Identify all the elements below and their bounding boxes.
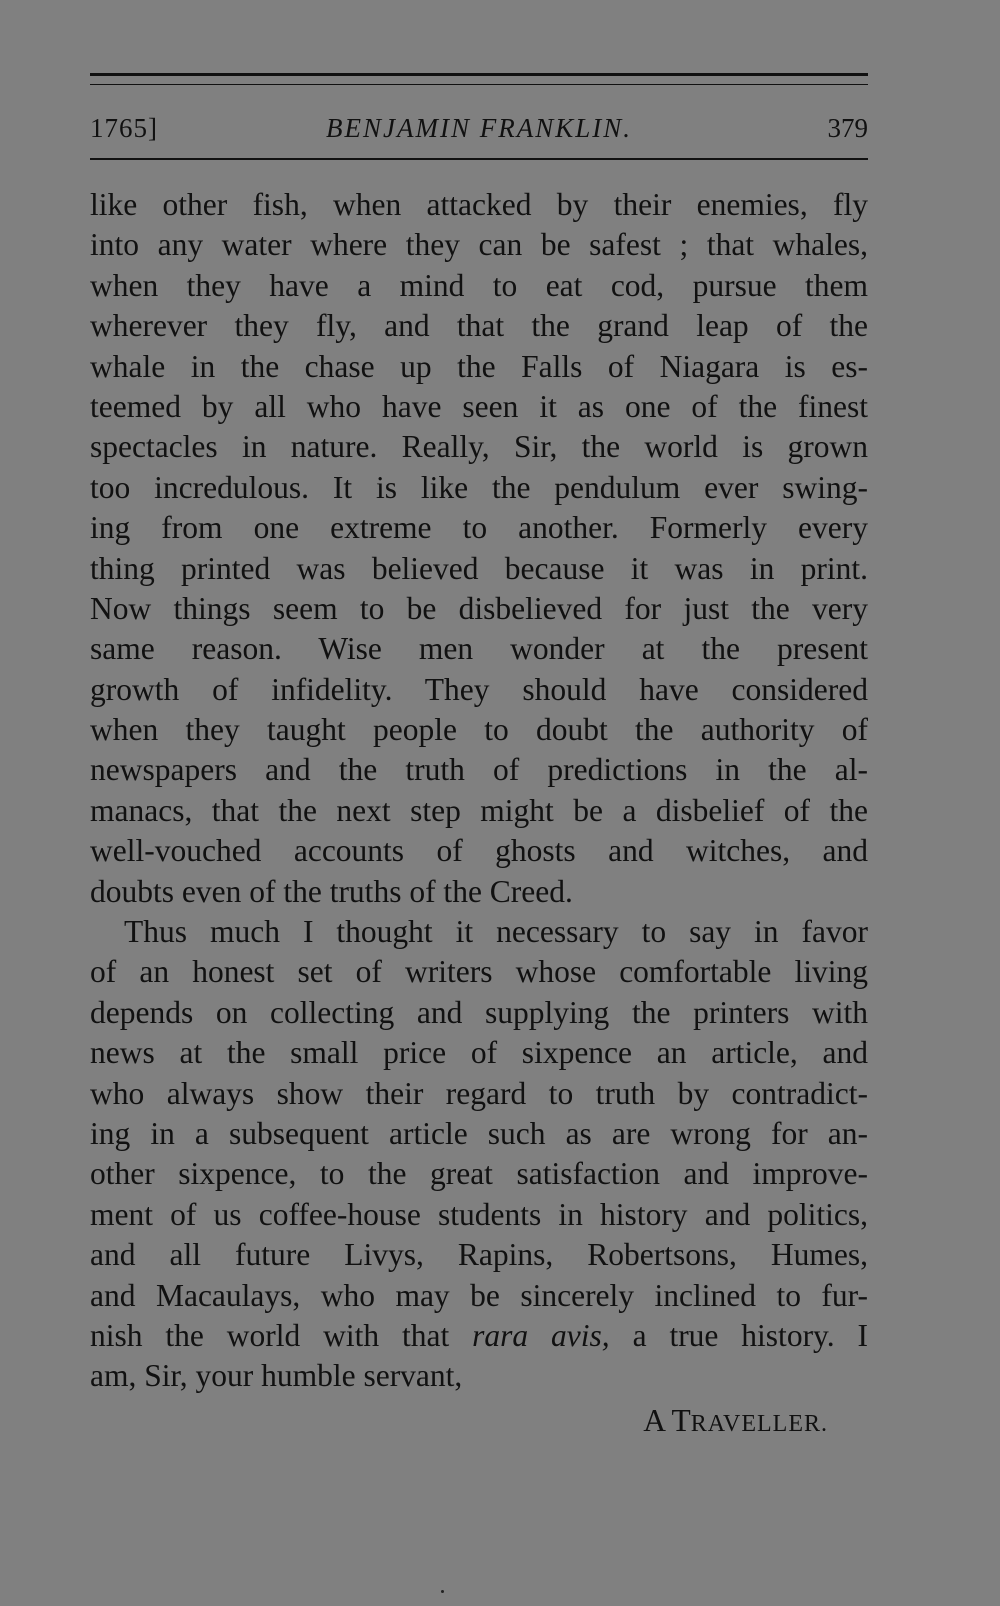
text-line: who always show their regard to truth by contradict- bbox=[90, 1075, 868, 1111]
paragraph-end-line: doubts even of the truths of the Creed. bbox=[90, 873, 573, 909]
text-line: ing from one extreme to another. Formerly every bbox=[90, 510, 868, 546]
text-line: when they taught people to doubt the authority of bbox=[90, 712, 868, 748]
header-rule bbox=[90, 158, 868, 160]
text-line: news at the small price of sixpence an article, and bbox=[90, 1035, 868, 1071]
text-line: spectacles in nature. Really, Sir, the world is grown bbox=[90, 429, 868, 465]
text-segment: nish the world with that bbox=[90, 1317, 450, 1353]
text-line: of an honest set of writers whose comfortable living bbox=[90, 954, 868, 990]
text-line: depends on collecting and supplying the printers with bbox=[90, 994, 868, 1030]
running-head-year: 1765] bbox=[90, 113, 158, 143]
text-line: well-vouched accounts of ghosts and witches, and bbox=[90, 833, 868, 869]
signature bbox=[90, 1401, 868, 1441]
text-line: manacs, that the next step might be a disbelief of the bbox=[90, 792, 868, 828]
text-line: and all future Livys, Rapins, Robertsons, Humes, bbox=[90, 1237, 868, 1273]
running-head bbox=[90, 108, 868, 148]
text-line: teemed by all who have seen it as one of the finest bbox=[90, 388, 868, 424]
text-line-with-italic bbox=[90, 1316, 868, 1356]
running-head-title: BENJAMIN FRANKLIN. bbox=[326, 113, 632, 143]
text-line: ing in a subsequent article such as are wrong for an- bbox=[90, 1115, 868, 1151]
top-rule-thin bbox=[90, 84, 868, 85]
page-speck bbox=[441, 1590, 444, 1593]
page-number: 379 bbox=[827, 113, 868, 143]
text-line: other sixpence, to the great satisfaction and improve- bbox=[90, 1156, 868, 1192]
signature-small-caps: RAVELLER. bbox=[690, 1410, 828, 1437]
text-line: too incredulous. It is like the pendulum ever swing- bbox=[90, 469, 868, 505]
text-line: newspapers and the truth of predictions in the al- bbox=[90, 752, 868, 788]
text-line: and Macaulays, who may be sincerely inclined to fur- bbox=[90, 1277, 868, 1313]
text-line: growth of infidelity. They should have considered bbox=[90, 671, 868, 707]
top-rule-thick bbox=[90, 73, 868, 76]
text-line: same reason. Wise men wonder at the present bbox=[90, 631, 868, 667]
text-line: wherever they fly, and that the grand leap of the bbox=[90, 308, 868, 344]
text-line: when they have a mind to eat cod, pursue them bbox=[90, 267, 868, 303]
closing-line: am, Sir, your humble servant, bbox=[90, 1358, 463, 1394]
text-line: like other fish, when attacked by their enemies, fly bbox=[90, 187, 868, 222]
text-line: Now things seem to be disbelieved for just the very bbox=[90, 590, 868, 626]
text-line: into any water where they can be safest ; that whales, bbox=[90, 227, 868, 263]
italic-phrase: rara avis, bbox=[472, 1317, 610, 1353]
paragraph-start-line: Thus much I thought it necessary to say in favor bbox=[124, 914, 868, 950]
body-text bbox=[90, 185, 868, 1441]
text-line: thing printed was believed because it was in print. bbox=[90, 550, 868, 586]
text-line: ment of us coffee-house students in history and politics, bbox=[90, 1196, 868, 1232]
text-line: whale in the chase up the Falls of Niagara is es- bbox=[90, 348, 868, 384]
signature-initials: A T bbox=[643, 1402, 691, 1438]
text-segment: a true history. I bbox=[632, 1317, 869, 1353]
